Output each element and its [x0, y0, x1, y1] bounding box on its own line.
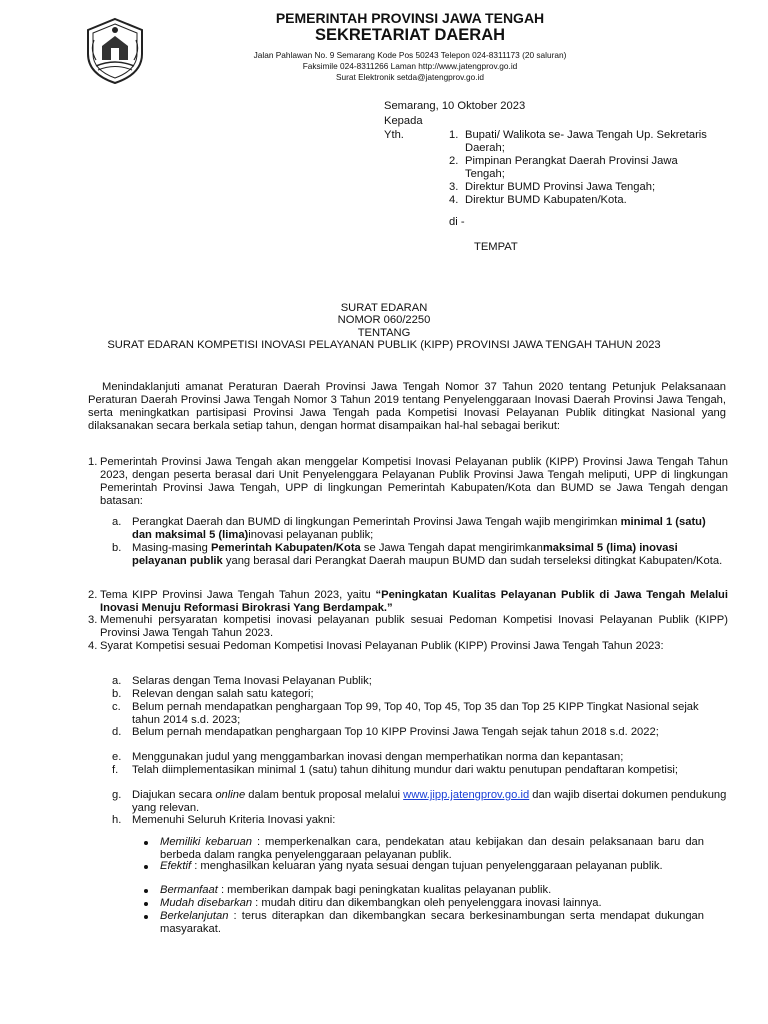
title-surat-edaran: SURAT EDARAN	[340, 302, 428, 314]
bullet-icon	[144, 841, 148, 845]
header-government: PEMERINTAH PROVINSI JAWA TENGAH	[275, 10, 545, 26]
item-4b: b. Relevan dengan salah satu kategori;	[112, 688, 314, 700]
recipient-item: 3. Direktur BUMD Provinsi Jawa Tengah;	[449, 181, 656, 193]
bullet-icon	[144, 889, 148, 893]
jipp-link[interactable]: www.jipp.jatengprov.go.id	[403, 789, 530, 801]
item-4: 4. Syarat Kompetisi sesuai Pedoman Kompetisi Inovasi Pelayanan Publik (KIPP) Provinsi Jawa Tengah Tahun 2023:	[88, 640, 664, 652]
item-1a: a. Perangkat Daerah dan BUMD di lingkungan Pemerintah Provinsi Jawa Tengah wajib mengirimkan minimal 1 (satu) dan maksimal 5 (lima)inovasi pelayanan publik;	[112, 516, 706, 541]
criteria-item: Memiliki kebaruan : memperkenalkan cara, pendekatan atau kebijakan dan desain pelaksanaan baru dan berbeda dalam rangka penyelenggaraan pelayanan publik.	[144, 836, 704, 862]
intro-paragraph: Menindaklanjuti amanat Peraturan Daerah Provinsi Jawa Tengah Nomor 37 Tahun 2020 tentang Petunjuk Pelaksanaan Peraturan Daerah Provinsi Jawa Tengah Nomor 3 Tahun 2019 tentang Penyelenggaraan Inovasi Daerah Provinsi Jawa Tengah, serta meningkatkan partisipasi Provinsi Jawa Tengah pada Kompetisi Inovasi Pelayanan Publik ditingkat Nasional yang dilaksanakan secara berkala setiap tahun, dengan hormat disampaikan hal-hal sebagai berikut:	[88, 381, 726, 432]
item-3: 3. Memenuhi persyaratan kompetisi inovasi pelayanan publik sesuai Pedoman Kompetisi Inovasi Pelayanan Publik (KIPP) Provinsi Jawa Tengah Tahun 2023.	[88, 614, 728, 639]
item-4c: c. Belum pernah mendapatkan penghargaan Top 99, Top 40, Top 45, Top 35 dan Top 25 KIPP Tingkat Nasional sejak tahun 2014 s.d. 2023;	[112, 701, 699, 726]
bullet-icon	[144, 915, 148, 919]
bullet-icon	[144, 902, 148, 906]
title-tentang: TENTANG	[357, 327, 411, 339]
recipient-item: 2. Pimpinan Perangkat Daerah Provinsi Jawa Tengah;	[449, 155, 678, 180]
criteria-item: Berkelanjutan : terus diterapkan dan dikembangkan secara berkesinambungan serta mendapat dukungan masyarakat.	[144, 910, 704, 936]
header-fax: Faksimile 024-8311266 Laman http://www.jatengprov.go.id	[302, 61, 518, 71]
criteria-item: Bermanfaat : memberikan dampak bagi peningkatan kualitas pelayanan publik.	[144, 884, 704, 897]
header-contact	[160, 50, 660, 83]
recipient-item: 4. Direktur BUMD Kabupaten/Kota.	[449, 194, 627, 206]
provincial-emblem-logo	[80, 16, 150, 86]
title-subject: SURAT EDARAN KOMPETISI INOVASI PELAYANAN PUBLIK (KIPP) PROVINSI JAWA TENGAH TAHUN 2023	[107, 339, 661, 351]
bullet-icon	[144, 865, 148, 869]
criteria-item: Mudah disebarkan : mudah ditiru dan dikembangkan oleh penyelenggara inovasi lainnya.	[144, 897, 704, 910]
item-4a: a. Selaras dengan Tema Inovasi Pelayanan Publik;	[112, 675, 372, 687]
criteria-item: Efektif : menghasilkan keluaran yang nyata sesuai dengan tujuan penyelenggaraan pelayanan publik.	[144, 860, 704, 873]
recipient-item: 1. Bupati/ Walikota se- Jawa Tengah Up. Sekretaris Daerah;	[449, 129, 707, 154]
item-4h: h. Memenuhi Seluruh Kriteria Inovasi yakni:	[112, 814, 336, 826]
letter-yth: Yth.	[384, 129, 404, 141]
item-4f: f. Telah diimplementasikan minimal 1 (satu) tahun dihitung mundur dari waktu penutupan pendaftaran kompetisi;	[112, 764, 679, 776]
item-4g: g. Diajukan secara online dalam bentuk proposal melalui www.jipp.jatengprov.go.id dan wajib disertai dokumen pendukung yang relevan.	[112, 789, 727, 814]
letter-kepada: Kepada	[384, 115, 423, 127]
letter-tempat: TEMPAT	[474, 241, 518, 253]
item-1: 1. Pemerintah Provinsi Jawa Tengah akan menggelar Kompetisi Inovasi Pelayanan publik (KIPP) Provinsi Jawa Tengah Tahun 2023, dengan peserta berasal dari Unit Penyelenggara Pelayanan Publik Provinsi Jawa Tengah meliputi, UPP di lingkungan Pemerintah Provinsi Jawa Tengah, UPP di lingkungan Pemerintah Kabupaten/Kota dan BUMD se Jawa Tengah dengan batasan:	[88, 456, 728, 507]
letter-di: di -	[449, 216, 465, 228]
title-nomor: NOMOR 060/2250	[337, 314, 431, 326]
header-email: Surat Elektronik setda@jatengprov.go.id	[335, 72, 484, 82]
item-1b: b. Masing-masing Pemerintah Kabupaten/Kota se Jawa Tengah dapat mengirimkanmaksimal 5 (lima) inovasi pelayanan publik yang berasal dari Perangkat Daerah maupun BUMD dan sudah terseleksi ditingkat Kabupaten/Kota.	[112, 542, 723, 567]
recipient-list	[449, 129, 719, 207]
header-address: Jalan Pahlawan No. 9 Semarang Kode Pos 50243 Telepon 024-8311173 (20 saluran)	[253, 50, 567, 60]
header-secretariat: SEKRETARIAT DAERAH	[314, 26, 506, 44]
item-4d: d. Belum pernah mendapatkan penghargaan Top 10 KIPP Provinsi Jawa Tengah sejak tahun 2018 s.d. 2022;	[112, 726, 659, 738]
letter-date: Semarang, 10 Oktober 2023	[384, 100, 526, 112]
item-2: 2. Tema KIPP Provinsi Jawa Tengah Tahun 2023, yaitu “Peningkatan Kualitas Pelayanan Publik di Jawa Tengah Melalui Inovasi Menuju Reformasi Birokrasi Yang Berdampak.”	[88, 589, 728, 614]
item-4e: e. Menggunakan judul yang menggambarkan inovasi dengan memperhatikan norma dan kepantasan;	[112, 751, 624, 763]
